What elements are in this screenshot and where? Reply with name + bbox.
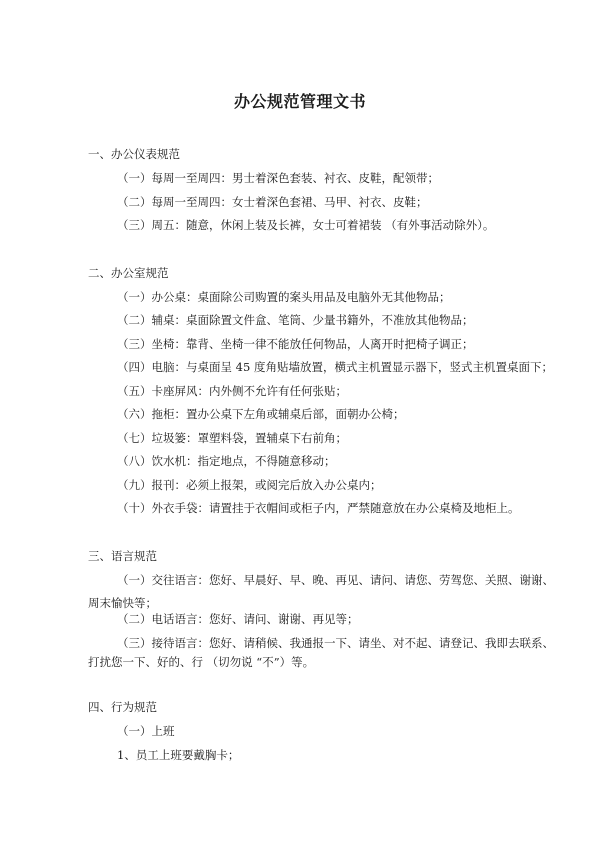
section-2-item-1: （一）办公桌：桌面除公司购置的案头用品及电脑外无其他物品；: [117, 290, 451, 304]
section-4-item-2: 1、员工上班要戴胸卡；: [117, 748, 240, 762]
section-2-item-2: （二）辅桌：桌面除置文件盒、笔筒、少量书籍外，不准放其他物品；: [117, 313, 474, 327]
section-heading-2: 二、办公室规范: [88, 266, 169, 280]
document-title: 办公规范管理文书: [233, 92, 366, 111]
section-3-item-2: （二）电话语言：您好、请问、谢谢、再见等；: [117, 612, 359, 626]
section-heading-4: 四、行为规范: [88, 700, 157, 714]
section-1-item-2: （二）每周一至周四：女士着深色套裙、马甲、衬衣、皮鞋；: [117, 195, 428, 209]
section-2-item-7: （七）垃圾篓：罩塑料袋，置辅桌下右前角；: [117, 431, 347, 445]
section-4-item-1: （一）上班: [117, 724, 175, 738]
section-2-item-9: （九）报刊：必须上报架，或阅完后放入办公桌内；: [117, 478, 382, 492]
section-1-item-3: （三）周五：随意，休闲上装及长裤，女士可着裙装 （有外事活动除外）。: [117, 218, 495, 232]
section-2-item-4: （四）电脑：与桌面呈 45 度角贴墙放置，横式主机置显示器下，竖式主机置桌面下；: [117, 360, 553, 374]
section-1-item-1: （一）每周一至周四：男士着深色套装、衬衣、皮鞋，配领带；: [117, 171, 439, 185]
section-2-item-8: （八）饮水机：指定地点，不得随意移动；: [117, 454, 336, 468]
section-2-item-6: （六）拖柜：置办公桌下左角或辅桌后部，面朝办公椅；: [117, 407, 405, 421]
section-2-item-3: （三）坐椅：靠背、坐椅一律不能放任何物品，人离开时把椅子调正；: [117, 337, 474, 351]
section-2-item-5: （五）卡座屏风：内外侧不允许有任何张贴；: [117, 384, 347, 398]
section-3-item-3: （三）接待语言：您好、请稍候、我通报一下、请坐、对不起、请登记、我即去联系、: [117, 636, 554, 650]
section-3-item-3-cont: 打扰您一下、好的、行 （切勿说 “不”）等。: [88, 655, 315, 669]
section-2-item-10: （十）外衣手袋：请置挂于衣帽间或柜子内，严禁随意放在办公桌椅及地柜上。: [117, 501, 520, 515]
section-3-item-1: （一）交往语言：您好、早晨好、早、晚、再见、请问、请您、劳驾您、关照、谢谢、: [117, 573, 554, 587]
section-heading-1: 一、办公仪表规范: [88, 147, 180, 161]
section-heading-3: 三、语言规范: [88, 549, 157, 563]
section-3-item-1-cont: 周末愉快等；: [88, 596, 157, 610]
